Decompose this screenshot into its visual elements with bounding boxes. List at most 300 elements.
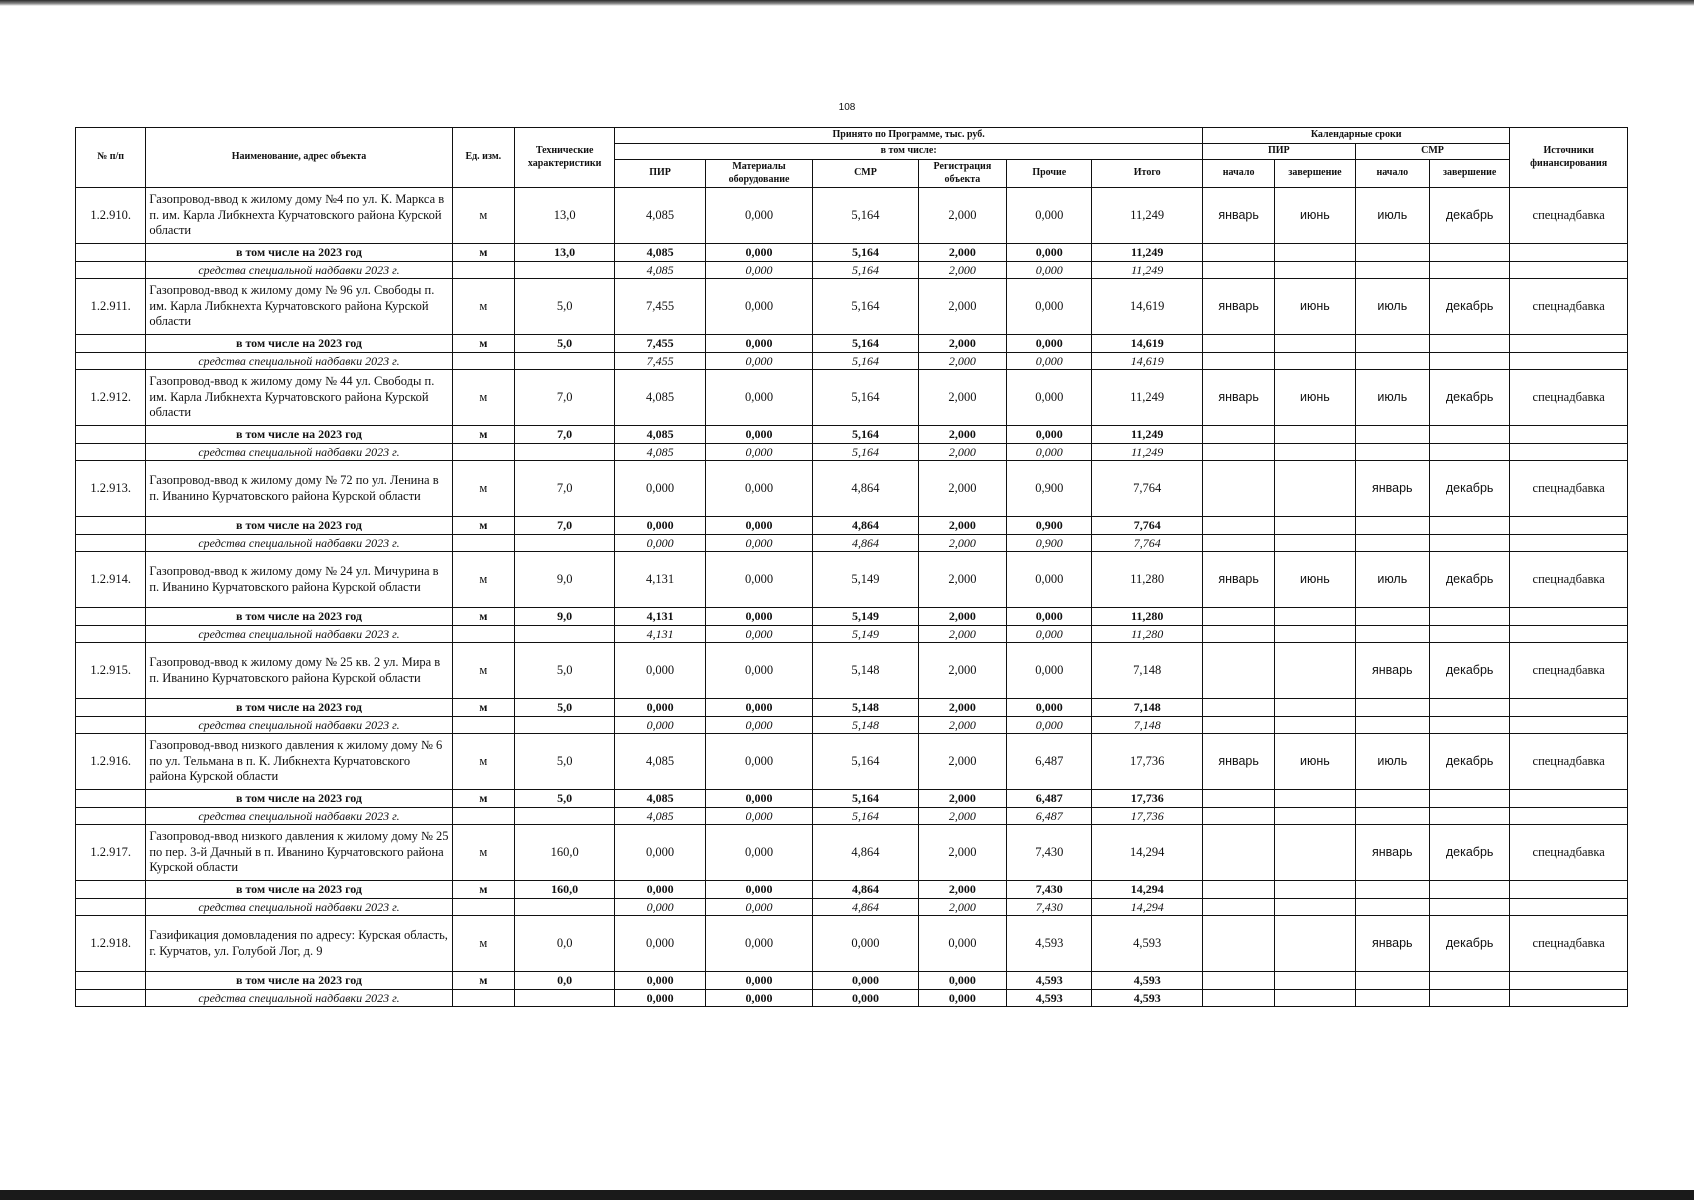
- total-cell: 14,619: [1092, 279, 1202, 335]
- subtotal-label: в том числе на 2023 год: [146, 972, 452, 990]
- empty-cell: [1429, 353, 1509, 370]
- empty-cell: [1355, 444, 1429, 461]
- empty-cell: [1429, 535, 1509, 552]
- empty-cell: [514, 899, 614, 916]
- empty-cell: [1510, 808, 1628, 825]
- empty-cell: [1275, 990, 1355, 1007]
- object-name: Газопровод-ввод к жилому дому № 24 ул. Мичурина в п. Иванино Курчатовского района Курской области: [146, 552, 452, 608]
- special-smr: 4,864: [813, 899, 918, 916]
- empty-cell: [1510, 881, 1628, 899]
- pir-end-cell: [1275, 825, 1355, 881]
- subtotal-pir: 7,455: [615, 335, 705, 353]
- subtotal-materials: 0,000: [705, 244, 812, 262]
- other-cell: 0,000: [1007, 188, 1092, 244]
- header-pir: ПИР: [615, 160, 705, 188]
- other-cell: 4,593: [1007, 916, 1092, 972]
- special-total: 11,249: [1092, 444, 1202, 461]
- subtotal-other: 0,000: [1007, 608, 1092, 626]
- empty-cell: [1429, 626, 1509, 643]
- subtotal-row: [76, 517, 1628, 535]
- subtotal-smr: 5,148: [813, 699, 918, 717]
- empty-cell: [1355, 353, 1429, 370]
- subtotal-unit: м: [452, 972, 514, 990]
- empty-cell: [1510, 717, 1628, 734]
- subtotal-label: в том числе на 2023 год: [146, 244, 452, 262]
- empty-cell: [452, 535, 514, 552]
- subtotal-registration: 2,000: [918, 881, 1006, 899]
- other-cell: 6,487: [1007, 734, 1092, 790]
- table-row: [76, 188, 1628, 244]
- tech-cell: 7,0: [514, 461, 614, 517]
- subtotal-smr: 5,164: [813, 335, 918, 353]
- smr-end-cell: декабрь: [1429, 825, 1509, 881]
- empty-cell: [1510, 699, 1628, 717]
- tech-cell: 13,0: [514, 188, 614, 244]
- row-number: 1.2.913.: [76, 461, 146, 517]
- pir-start-cell: январь: [1202, 552, 1274, 608]
- pir-end-cell: июнь: [1275, 552, 1355, 608]
- special-registration: 2,000: [918, 444, 1006, 461]
- header-including: в том числе:: [615, 144, 1203, 160]
- registration-cell: 0,000: [918, 916, 1006, 972]
- special-smr: 5,149: [813, 626, 918, 643]
- special-other: 0,000: [1007, 262, 1092, 279]
- special-funds-label: средства специальной надбавки 2023 г.: [146, 990, 452, 1007]
- subtotal-row: [76, 426, 1628, 444]
- special-pir: 0,000: [615, 990, 705, 1007]
- empty-cell: [76, 262, 146, 279]
- empty-cell: [1202, 608, 1274, 626]
- header-calendar: Календарные сроки: [1202, 128, 1509, 144]
- special-total: 11,249: [1092, 262, 1202, 279]
- subtotal-label: в том числе на 2023 год: [146, 517, 452, 535]
- subtotal-smr: 5,164: [813, 426, 918, 444]
- subtotal-label: в том числе на 2023 год: [146, 699, 452, 717]
- subtotal-total: 17,736: [1092, 790, 1202, 808]
- subtotal-smr: 5,149: [813, 608, 918, 626]
- pir-cell: 4,085: [615, 188, 705, 244]
- tech-cell: 7,0: [514, 370, 614, 426]
- subtotal-smr: 5,164: [813, 244, 918, 262]
- special-materials: 0,000: [705, 444, 812, 461]
- table-row: [76, 370, 1628, 426]
- special-materials: 0,000: [705, 717, 812, 734]
- empty-cell: [1429, 262, 1509, 279]
- unit-cell: м: [452, 461, 514, 517]
- subtotal-unit: м: [452, 335, 514, 353]
- subtotal-label: в том числе на 2023 год: [146, 335, 452, 353]
- empty-cell: [1202, 353, 1274, 370]
- pir-start-cell: январь: [1202, 370, 1274, 426]
- subtotal-pir: 0,000: [615, 972, 705, 990]
- header-smr-start: начало: [1355, 160, 1429, 188]
- header-tech: Технические характеристики: [514, 128, 614, 188]
- unit-cell: м: [452, 825, 514, 881]
- empty-cell: [1355, 808, 1429, 825]
- object-name: Газопровод-ввод низкого давления к жилому дому № 25 по пер. 3-й Дачный в п. Иванино Курчатовского района Курской области: [146, 825, 452, 881]
- source-cell: спецнадбавка: [1510, 734, 1628, 790]
- special-funds-row: [76, 262, 1628, 279]
- empty-cell: [452, 353, 514, 370]
- subtotal-unit: м: [452, 881, 514, 899]
- special-total: 4,593: [1092, 990, 1202, 1007]
- subtotal-unit: м: [452, 790, 514, 808]
- special-other: 0,000: [1007, 626, 1092, 643]
- special-total: 17,736: [1092, 808, 1202, 825]
- pir-start-cell: [1202, 916, 1274, 972]
- unit-cell: м: [452, 370, 514, 426]
- special-total: 11,280: [1092, 626, 1202, 643]
- empty-cell: [1429, 808, 1509, 825]
- empty-cell: [452, 262, 514, 279]
- empty-cell: [1202, 699, 1274, 717]
- row-number: 1.2.910.: [76, 188, 146, 244]
- row-number: 1.2.917.: [76, 825, 146, 881]
- tech-cell: 160,0: [514, 825, 614, 881]
- pir-end-cell: [1275, 643, 1355, 699]
- table-row: [76, 643, 1628, 699]
- pir-cell: 4,085: [615, 370, 705, 426]
- empty-cell: [1355, 626, 1429, 643]
- pir-start-cell: [1202, 461, 1274, 517]
- subtotal-total: 11,249: [1092, 426, 1202, 444]
- special-other: 7,430: [1007, 899, 1092, 916]
- empty-cell: [76, 535, 146, 552]
- special-registration: 2,000: [918, 353, 1006, 370]
- empty-cell: [1429, 881, 1509, 899]
- subtotal-other: 0,000: [1007, 244, 1092, 262]
- empty-cell: [1275, 717, 1355, 734]
- subtotal-registration: 2,000: [918, 244, 1006, 262]
- object-name: Газификация домовладения по адресу: Курская область, г. Курчатов, ул. Голубой Лог, д. 9: [146, 916, 452, 972]
- pir-start-cell: январь: [1202, 734, 1274, 790]
- subtotal-label: в том числе на 2023 год: [146, 881, 452, 899]
- total-cell: 11,249: [1092, 188, 1202, 244]
- empty-cell: [1510, 626, 1628, 643]
- header-pir-start: начало: [1202, 160, 1274, 188]
- subtotal-total: 7,148: [1092, 699, 1202, 717]
- other-cell: 0,000: [1007, 552, 1092, 608]
- subtotal-tech: 5,0: [514, 790, 614, 808]
- empty-cell: [452, 899, 514, 916]
- smr-end-cell: декабрь: [1429, 370, 1509, 426]
- empty-cell: [76, 608, 146, 626]
- empty-cell: [514, 262, 614, 279]
- special-pir: 0,000: [615, 535, 705, 552]
- special-other: 0,000: [1007, 717, 1092, 734]
- special-total: 14,294: [1092, 899, 1202, 916]
- header-total: Итого: [1092, 160, 1202, 188]
- smr-end-cell: декабрь: [1429, 916, 1509, 972]
- special-funds-row: [76, 899, 1628, 916]
- subtotal-row: [76, 790, 1628, 808]
- subtotal-pir: 4,131: [615, 608, 705, 626]
- subtotal-total: 4,593: [1092, 972, 1202, 990]
- special-smr: 5,164: [813, 444, 918, 461]
- registration-cell: 2,000: [918, 461, 1006, 517]
- subtotal-registration: 2,000: [918, 517, 1006, 535]
- registration-cell: 2,000: [918, 279, 1006, 335]
- registration-cell: 2,000: [918, 825, 1006, 881]
- special-funds-label: средства специальной надбавки 2023 г.: [146, 808, 452, 825]
- header-other: Прочие: [1007, 160, 1092, 188]
- header-unit: Ед. изм.: [452, 128, 514, 188]
- pir-cell: 0,000: [615, 916, 705, 972]
- total-cell: 17,736: [1092, 734, 1202, 790]
- subtotal-tech: 9,0: [514, 608, 614, 626]
- special-funds-label: средства специальной надбавки 2023 г.: [146, 626, 452, 643]
- empty-cell: [1202, 244, 1274, 262]
- special-registration: 2,000: [918, 262, 1006, 279]
- empty-cell: [1355, 517, 1429, 535]
- subtotal-materials: 0,000: [705, 335, 812, 353]
- empty-cell: [1275, 244, 1355, 262]
- subtotal-smr: 4,864: [813, 881, 918, 899]
- subtotal-row: [76, 335, 1628, 353]
- subtotal-tech: 0,0: [514, 972, 614, 990]
- header-cal-smr: СМР: [1355, 144, 1510, 160]
- smr-cell: 4,864: [813, 825, 918, 881]
- empty-cell: [76, 972, 146, 990]
- empty-cell: [76, 626, 146, 643]
- empty-cell: [76, 808, 146, 825]
- empty-cell: [1355, 335, 1429, 353]
- special-smr: 0,000: [813, 990, 918, 1007]
- header-sources: Источники финансирования: [1510, 128, 1628, 188]
- special-funds-row: [76, 444, 1628, 461]
- registration-cell: 2,000: [918, 734, 1006, 790]
- special-pir: 7,455: [615, 353, 705, 370]
- header-no: № п/п: [76, 128, 146, 188]
- tech-cell: 5,0: [514, 734, 614, 790]
- subtotal-registration: 2,000: [918, 790, 1006, 808]
- source-cell: спецнадбавка: [1510, 461, 1628, 517]
- empty-cell: [1510, 790, 1628, 808]
- empty-cell: [1510, 535, 1628, 552]
- empty-cell: [452, 808, 514, 825]
- subtotal-total: 7,764: [1092, 517, 1202, 535]
- pir-cell: 4,131: [615, 552, 705, 608]
- page-number: 108: [838, 102, 856, 113]
- empty-cell: [514, 353, 614, 370]
- empty-cell: [76, 335, 146, 353]
- empty-cell: [1510, 990, 1628, 1007]
- special-pir: 4,085: [615, 262, 705, 279]
- subtotal-unit: м: [452, 426, 514, 444]
- registration-cell: 2,000: [918, 370, 1006, 426]
- subtotal-materials: 0,000: [705, 790, 812, 808]
- table-row: [76, 916, 1628, 972]
- empty-cell: [76, 353, 146, 370]
- special-registration: 2,000: [918, 899, 1006, 916]
- row-number: 1.2.915.: [76, 643, 146, 699]
- pir-start-cell: [1202, 643, 1274, 699]
- subtotal-tech: 13,0: [514, 244, 614, 262]
- header-materials: Материалы оборудование: [705, 160, 812, 188]
- smr-start-cell: июль: [1355, 370, 1429, 426]
- empty-cell: [76, 244, 146, 262]
- smr-cell: 4,864: [813, 461, 918, 517]
- subtotal-materials: 0,000: [705, 426, 812, 444]
- materials-cell: 0,000: [705, 643, 812, 699]
- subtotal-tech: 7,0: [514, 517, 614, 535]
- source-cell: спецнадбавка: [1510, 916, 1628, 972]
- subtotal-registration: 0,000: [918, 972, 1006, 990]
- empty-cell: [76, 990, 146, 1007]
- subtotal-row: [76, 244, 1628, 262]
- empty-cell: [1355, 990, 1429, 1007]
- empty-cell: [1510, 426, 1628, 444]
- tech-cell: 5,0: [514, 643, 614, 699]
- scan-edge-top: [0, 0, 1694, 6]
- subtotal-pir: 0,000: [615, 699, 705, 717]
- empty-cell: [1275, 535, 1355, 552]
- object-name: Газопровод-ввод к жилому дому № 44 ул. Свободы п. им. Карла Либкнехта Курчатовского района Курской области: [146, 370, 452, 426]
- special-pir: 0,000: [615, 899, 705, 916]
- empty-cell: [1275, 335, 1355, 353]
- empty-cell: [1510, 353, 1628, 370]
- subtotal-other: 0,000: [1007, 335, 1092, 353]
- subtotal-total: 14,294: [1092, 881, 1202, 899]
- source-cell: спецнадбавка: [1510, 825, 1628, 881]
- special-registration: 2,000: [918, 808, 1006, 825]
- empty-cell: [1355, 881, 1429, 899]
- subtotal-total: 14,619: [1092, 335, 1202, 353]
- row-number: 1.2.916.: [76, 734, 146, 790]
- smr-start-cell: июль: [1355, 188, 1429, 244]
- smr-start-cell: июль: [1355, 552, 1429, 608]
- special-funds-label: средства специальной надбавки 2023 г.: [146, 262, 452, 279]
- total-cell: 11,280: [1092, 552, 1202, 608]
- table-row: [76, 825, 1628, 881]
- special-funds-row: [76, 535, 1628, 552]
- empty-cell: [1510, 444, 1628, 461]
- row-number: 1.2.911.: [76, 279, 146, 335]
- empty-cell: [1510, 899, 1628, 916]
- header-accepted: Принято по Программе, тыс. руб.: [615, 128, 1203, 144]
- empty-cell: [1275, 972, 1355, 990]
- empty-cell: [1429, 426, 1509, 444]
- source-cell: спецнадбавка: [1510, 279, 1628, 335]
- empty-cell: [1510, 244, 1628, 262]
- special-smr: 5,164: [813, 353, 918, 370]
- empty-cell: [1202, 535, 1274, 552]
- materials-cell: 0,000: [705, 916, 812, 972]
- empty-cell: [1275, 790, 1355, 808]
- header-smr: СМР: [813, 160, 918, 188]
- empty-cell: [1429, 608, 1509, 626]
- empty-cell: [1202, 990, 1274, 1007]
- empty-cell: [514, 626, 614, 643]
- unit-cell: м: [452, 279, 514, 335]
- subtotal-materials: 0,000: [705, 972, 812, 990]
- special-other: 6,487: [1007, 808, 1092, 825]
- smr-start-cell: январь: [1355, 643, 1429, 699]
- header-pir-end: завершение: [1275, 160, 1355, 188]
- smr-end-cell: декабрь: [1429, 552, 1509, 608]
- special-other: 0,000: [1007, 444, 1092, 461]
- empty-cell: [1275, 808, 1355, 825]
- unit-cell: м: [452, 552, 514, 608]
- subtotal-unit: м: [452, 244, 514, 262]
- special-funds-label: средства специальной надбавки 2023 г.: [146, 717, 452, 734]
- pir-end-cell: [1275, 916, 1355, 972]
- special-materials: 0,000: [705, 353, 812, 370]
- empty-cell: [1202, 335, 1274, 353]
- row-number: 1.2.918.: [76, 916, 146, 972]
- tech-cell: 5,0: [514, 279, 614, 335]
- subtotal-smr: 4,864: [813, 517, 918, 535]
- empty-cell: [1510, 972, 1628, 990]
- special-total: 14,619: [1092, 353, 1202, 370]
- empty-cell: [76, 899, 146, 916]
- smr-cell: 5,164: [813, 370, 918, 426]
- empty-cell: [1429, 790, 1509, 808]
- total-cell: 4,593: [1092, 916, 1202, 972]
- object-name: Газопровод-ввод к жилому дому № 25 кв. 2 ул. Мира в п. Иванино Курчатовского района Курской области: [146, 643, 452, 699]
- empty-cell: [1355, 717, 1429, 734]
- special-pir: 4,085: [615, 808, 705, 825]
- total-cell: 7,764: [1092, 461, 1202, 517]
- empty-cell: [1355, 899, 1429, 916]
- special-materials: 0,000: [705, 808, 812, 825]
- empty-cell: [1202, 808, 1274, 825]
- subtotal-unit: м: [452, 608, 514, 626]
- special-funds-row: [76, 717, 1628, 734]
- materials-cell: 0,000: [705, 279, 812, 335]
- special-materials: 0,000: [705, 899, 812, 916]
- smr-cell: 0,000: [813, 916, 918, 972]
- special-smr: 5,148: [813, 717, 918, 734]
- object-name: Газопровод-ввод низкого давления к жилому дому № 6 по ул. Тельмана в п. К. Либкнехта Курчатовского района Курской области: [146, 734, 452, 790]
- empty-cell: [1202, 517, 1274, 535]
- total-cell: 14,294: [1092, 825, 1202, 881]
- pir-end-cell: июнь: [1275, 279, 1355, 335]
- smr-end-cell: декабрь: [1429, 643, 1509, 699]
- object-name: Газопровод-ввод к жилому дому № 72 по ул. Ленина в п. Иванино Курчатовского района Курской области: [146, 461, 452, 517]
- special-funds-label: средства специальной надбавки 2023 г.: [146, 444, 452, 461]
- empty-cell: [1355, 244, 1429, 262]
- subtotal-materials: 0,000: [705, 699, 812, 717]
- special-materials: 0,000: [705, 626, 812, 643]
- smr-start-cell: январь: [1355, 461, 1429, 517]
- row-number: 1.2.914.: [76, 552, 146, 608]
- empty-cell: [1355, 608, 1429, 626]
- empty-cell: [1275, 444, 1355, 461]
- other-cell: 0,000: [1007, 370, 1092, 426]
- special-funds-label: средства специальной надбавки 2023 г.: [146, 899, 452, 916]
- subtotal-tech: 160,0: [514, 881, 614, 899]
- special-registration: 2,000: [918, 535, 1006, 552]
- object-name: Газопровод-ввод к жилому дому №4 по ул. К. Маркса в п. им. Карла Либкнехта Курчатовского района Курской области: [146, 188, 452, 244]
- empty-cell: [1202, 972, 1274, 990]
- header-registration: Регистрация объекта: [918, 160, 1006, 188]
- subtotal-materials: 0,000: [705, 517, 812, 535]
- empty-cell: [514, 990, 614, 1007]
- empty-cell: [1429, 972, 1509, 990]
- subtotal-registration: 2,000: [918, 335, 1006, 353]
- other-cell: 0,000: [1007, 643, 1092, 699]
- special-funds-row: [76, 808, 1628, 825]
- pir-end-cell: [1275, 461, 1355, 517]
- subtotal-total: 11,249: [1092, 244, 1202, 262]
- empty-cell: [452, 990, 514, 1007]
- smr-cell: 5,164: [813, 734, 918, 790]
- total-cell: 7,148: [1092, 643, 1202, 699]
- subtotal-materials: 0,000: [705, 881, 812, 899]
- smr-cell: 5,149: [813, 552, 918, 608]
- subtotal-label: в том числе на 2023 год: [146, 426, 452, 444]
